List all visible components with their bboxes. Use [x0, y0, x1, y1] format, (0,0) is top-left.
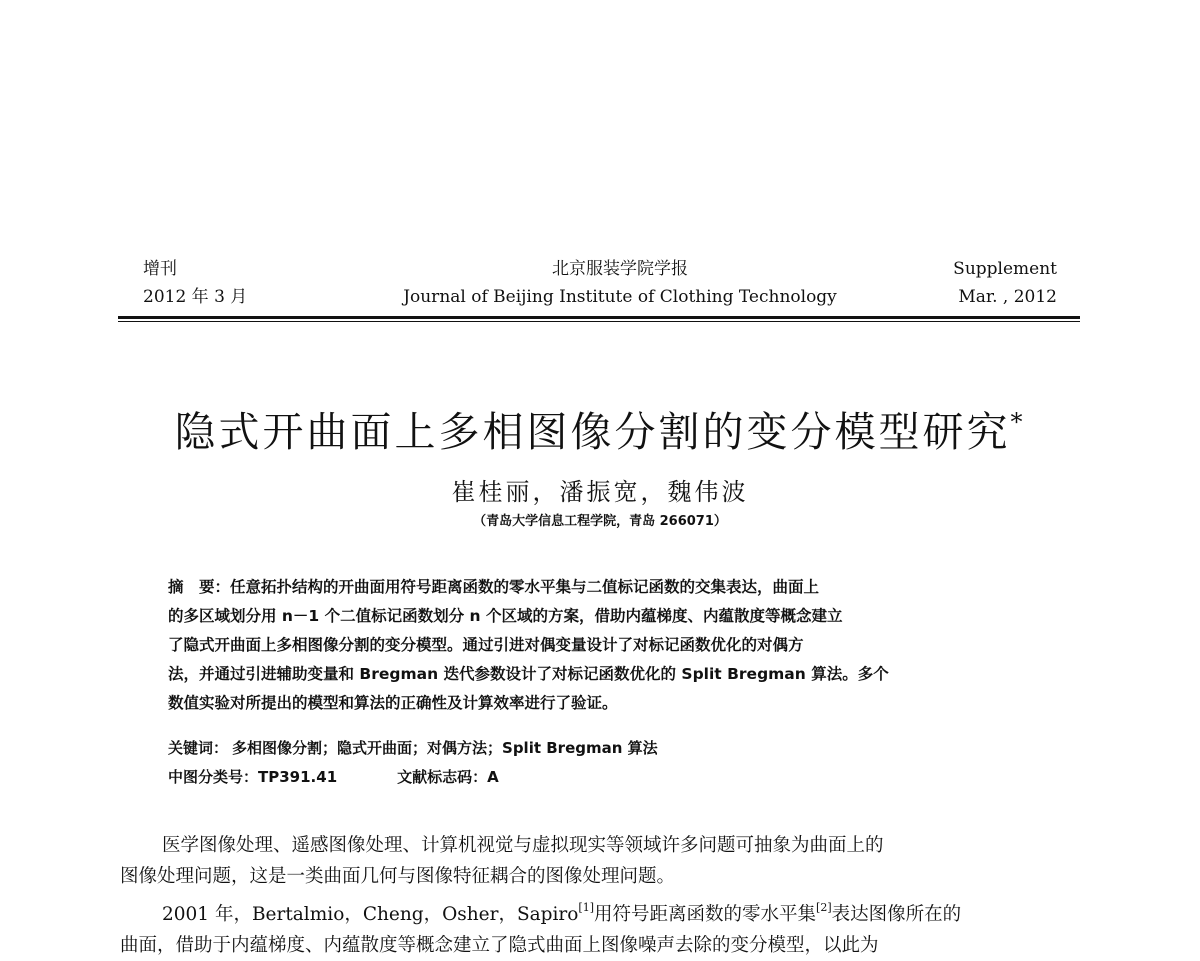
journal-name-cn: 北京服装学院学报 — [552, 259, 688, 279]
header-supplement-en: Supplement — [953, 259, 1057, 279]
paper-title — [0, 399, 1200, 458]
title-footnote-mark: * — [1010, 408, 1026, 437]
header-rule-thick — [118, 316, 1080, 319]
header-right — [953, 258, 1057, 314]
citation-ref: [1] — [578, 901, 595, 914]
citation-ref: [2] — [816, 901, 832, 914]
classification — [168, 763, 658, 792]
body-text — [120, 830, 1080, 961]
abstract-text: 任意拓扑结构的开曲面用符号距离函数的零水平集与二值标记函数的交集表达，曲面上 — [230, 578, 820, 596]
author-list: 崔桂丽，潘振宽，魏伟波 — [451, 478, 749, 506]
classification-label: 中图分类号： — [168, 768, 259, 786]
body-text-span: 用符号距离函数的零水平集 — [594, 904, 817, 925]
doc-code-value: A — [487, 768, 499, 786]
abstract-line: 法，并通过引进辅助变量和 Bregman 迭代参数设计了对标记函数优化的 Split Bregman 算法。多个 — [168, 665, 889, 683]
abstract — [168, 573, 1034, 718]
body-paragraph-line — [120, 892, 1080, 930]
abstract-label: 摘 要： — [168, 578, 231, 596]
keywords-text: 多相图像分割；隐式开曲面；对偶方法；Split Bregman 算法 — [232, 739, 658, 757]
header-left — [143, 258, 247, 314]
body-paragraph-line: 医学图像处理、遥感图像处理、计算机视觉与虚拟现实等领域许多问题可抽象为曲面上的 — [162, 835, 884, 856]
header-rule-thin — [118, 321, 1080, 322]
abstract-line: 数值实验对所提出的模型和算法的正确性及计算效率进行了验证。 — [168, 694, 618, 712]
abstract-line — [168, 573, 1034, 602]
classification-value: TP391.41 — [258, 768, 338, 786]
body-text-span: 表达图像所在的 — [831, 904, 962, 925]
body-text-span: 2001 年，Bertalmio，Cheng，Osher，Sapiro — [162, 904, 579, 925]
abstract-line: 了隐式开曲面上多相图像分割的变分模型。通过引进对偶变量设计了对标记函数优化的对偶方 — [168, 636, 804, 654]
doc-code-label: 文献标志码： — [397, 768, 488, 786]
keywords — [168, 734, 658, 763]
journal-name-en: Journal of Beijing Institute of Clothing Technology — [403, 287, 837, 307]
affiliation: （青岛大学信息工程学院，青岛 266071） — [473, 514, 727, 529]
header-date-cn: 2012 年 3 月 — [143, 287, 248, 307]
body-paragraph-line: 曲面，借助于内蕴梯度、内蕴散度等概念建立了隐式曲面上图像噪声去除的变分模型，以此为 — [120, 935, 879, 956]
abstract-line: 的多区域划分用 n－1 个二值标记函数划分 n 个区域的方案，借助内蕴梯度、内蕴散度等概念建立 — [168, 607, 843, 625]
body-paragraph-line: 图像处理问题，这是一类曲面几何与图像特征耦合的图像处理问题。 — [120, 866, 676, 887]
header-date-en: Mar. , 2012 — [958, 287, 1057, 307]
header-center — [380, 258, 860, 314]
keywords-label: 关键词： — [168, 739, 229, 757]
header-supplement-cn: 增刊 — [143, 259, 177, 279]
paper-title-text: 隐式开曲面上多相图像分割的变分模型研究 — [174, 408, 1011, 457]
paper-meta — [168, 734, 658, 792]
